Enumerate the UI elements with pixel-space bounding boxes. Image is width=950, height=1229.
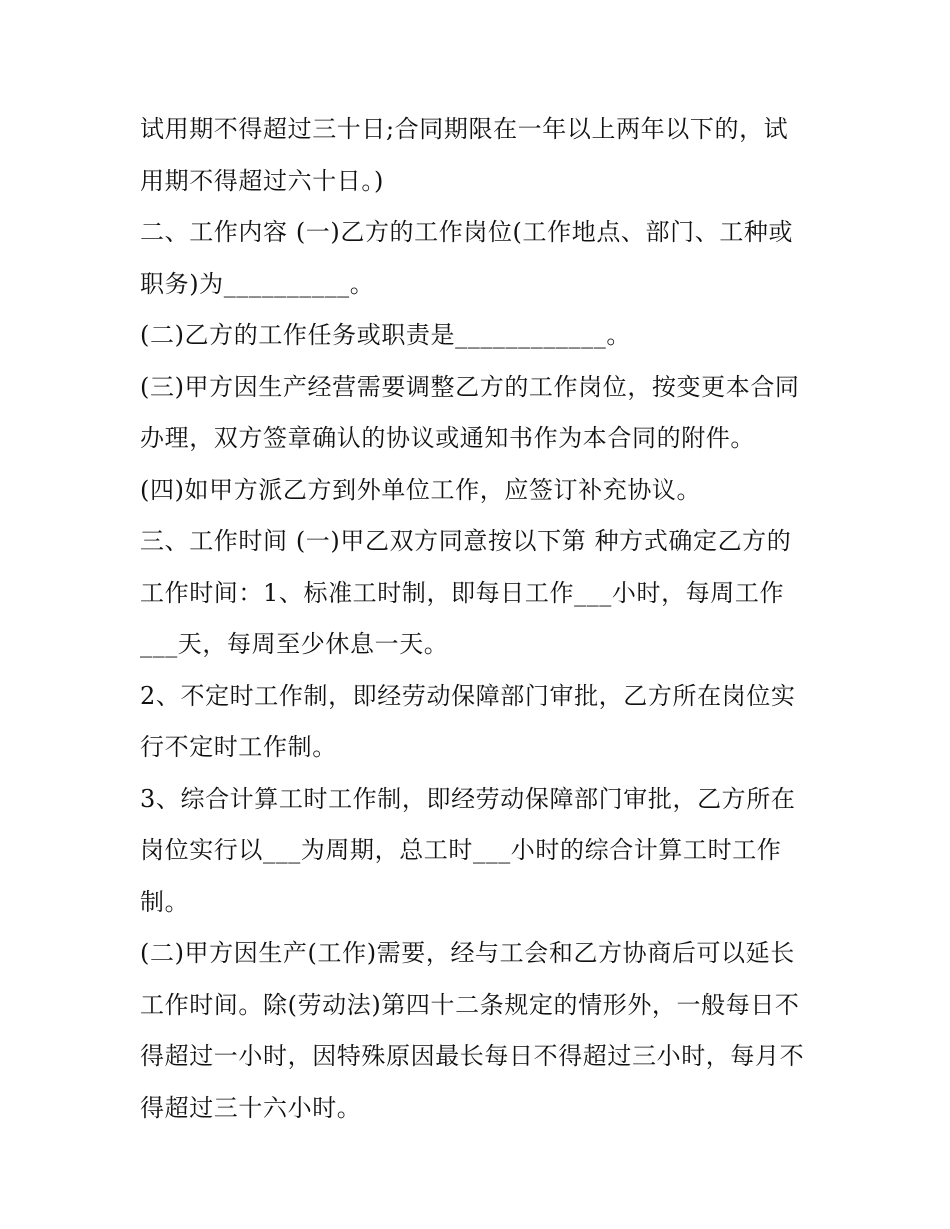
contract-body-text (140, 104, 820, 1134)
text-line: 得超过一小时，因特殊原因最长每日不得超过三小时，每月不 (140, 1042, 805, 1070)
text-line: ___天，每周至少休息一天。 (140, 630, 449, 658)
text-line: 制。 (140, 887, 190, 916)
text-line: 岗位实行以___为周期，总工时___小时的综合计算工时工作 (140, 836, 782, 864)
text-line: 工作时间。除(劳动法)第四十二条规定的情形外，一般每日不 (140, 990, 800, 1019)
text-line: 三、工作时间 (一)甲乙双方同意按以下第 种方式确定乙方的 (140, 527, 792, 555)
text-line: 3、综合计算工时工作制，即经劳动保障部门审批，乙方所在 (140, 784, 796, 813)
text-line: (二)甲方因生产(工作)需要，经与工会和乙方协商后可以延长 (140, 939, 795, 967)
text-line: 试用期不得超过三十日;合同期限在一年以上两年以下的，试 (140, 115, 789, 143)
text-line: 2、不定时工作制，即经劳动保障部门审批，乙方所在岗位实 (140, 681, 796, 710)
text-line: 二、工作内容 (一)乙方的工作岗位(工作地点、部门、工种或 (140, 218, 794, 246)
text-line: 工作时间：1、标准工时制，即每日工作___小时，每周工作 (140, 578, 785, 607)
text-line: 职务)为__________。 (140, 269, 375, 298)
text-line: 得超过三十六小时。 (140, 1093, 362, 1122)
text-line: 用期不得超过六十日。) (140, 166, 384, 195)
text-line: 行不定时工作制。 (140, 733, 337, 761)
text-line: (三)甲方因生产经营需要调整乙方的工作岗位，按变更本合同 (140, 372, 800, 401)
text-line: (四)如甲方派乙方到外单位工作，应签订补充协议。 (140, 475, 702, 504)
text-line: 办理，双方签章确认的协议或通知书作为本合同的附件。 (140, 424, 755, 452)
text-line: (二)乙方的工作任务或职责是____________。 (140, 321, 631, 349)
